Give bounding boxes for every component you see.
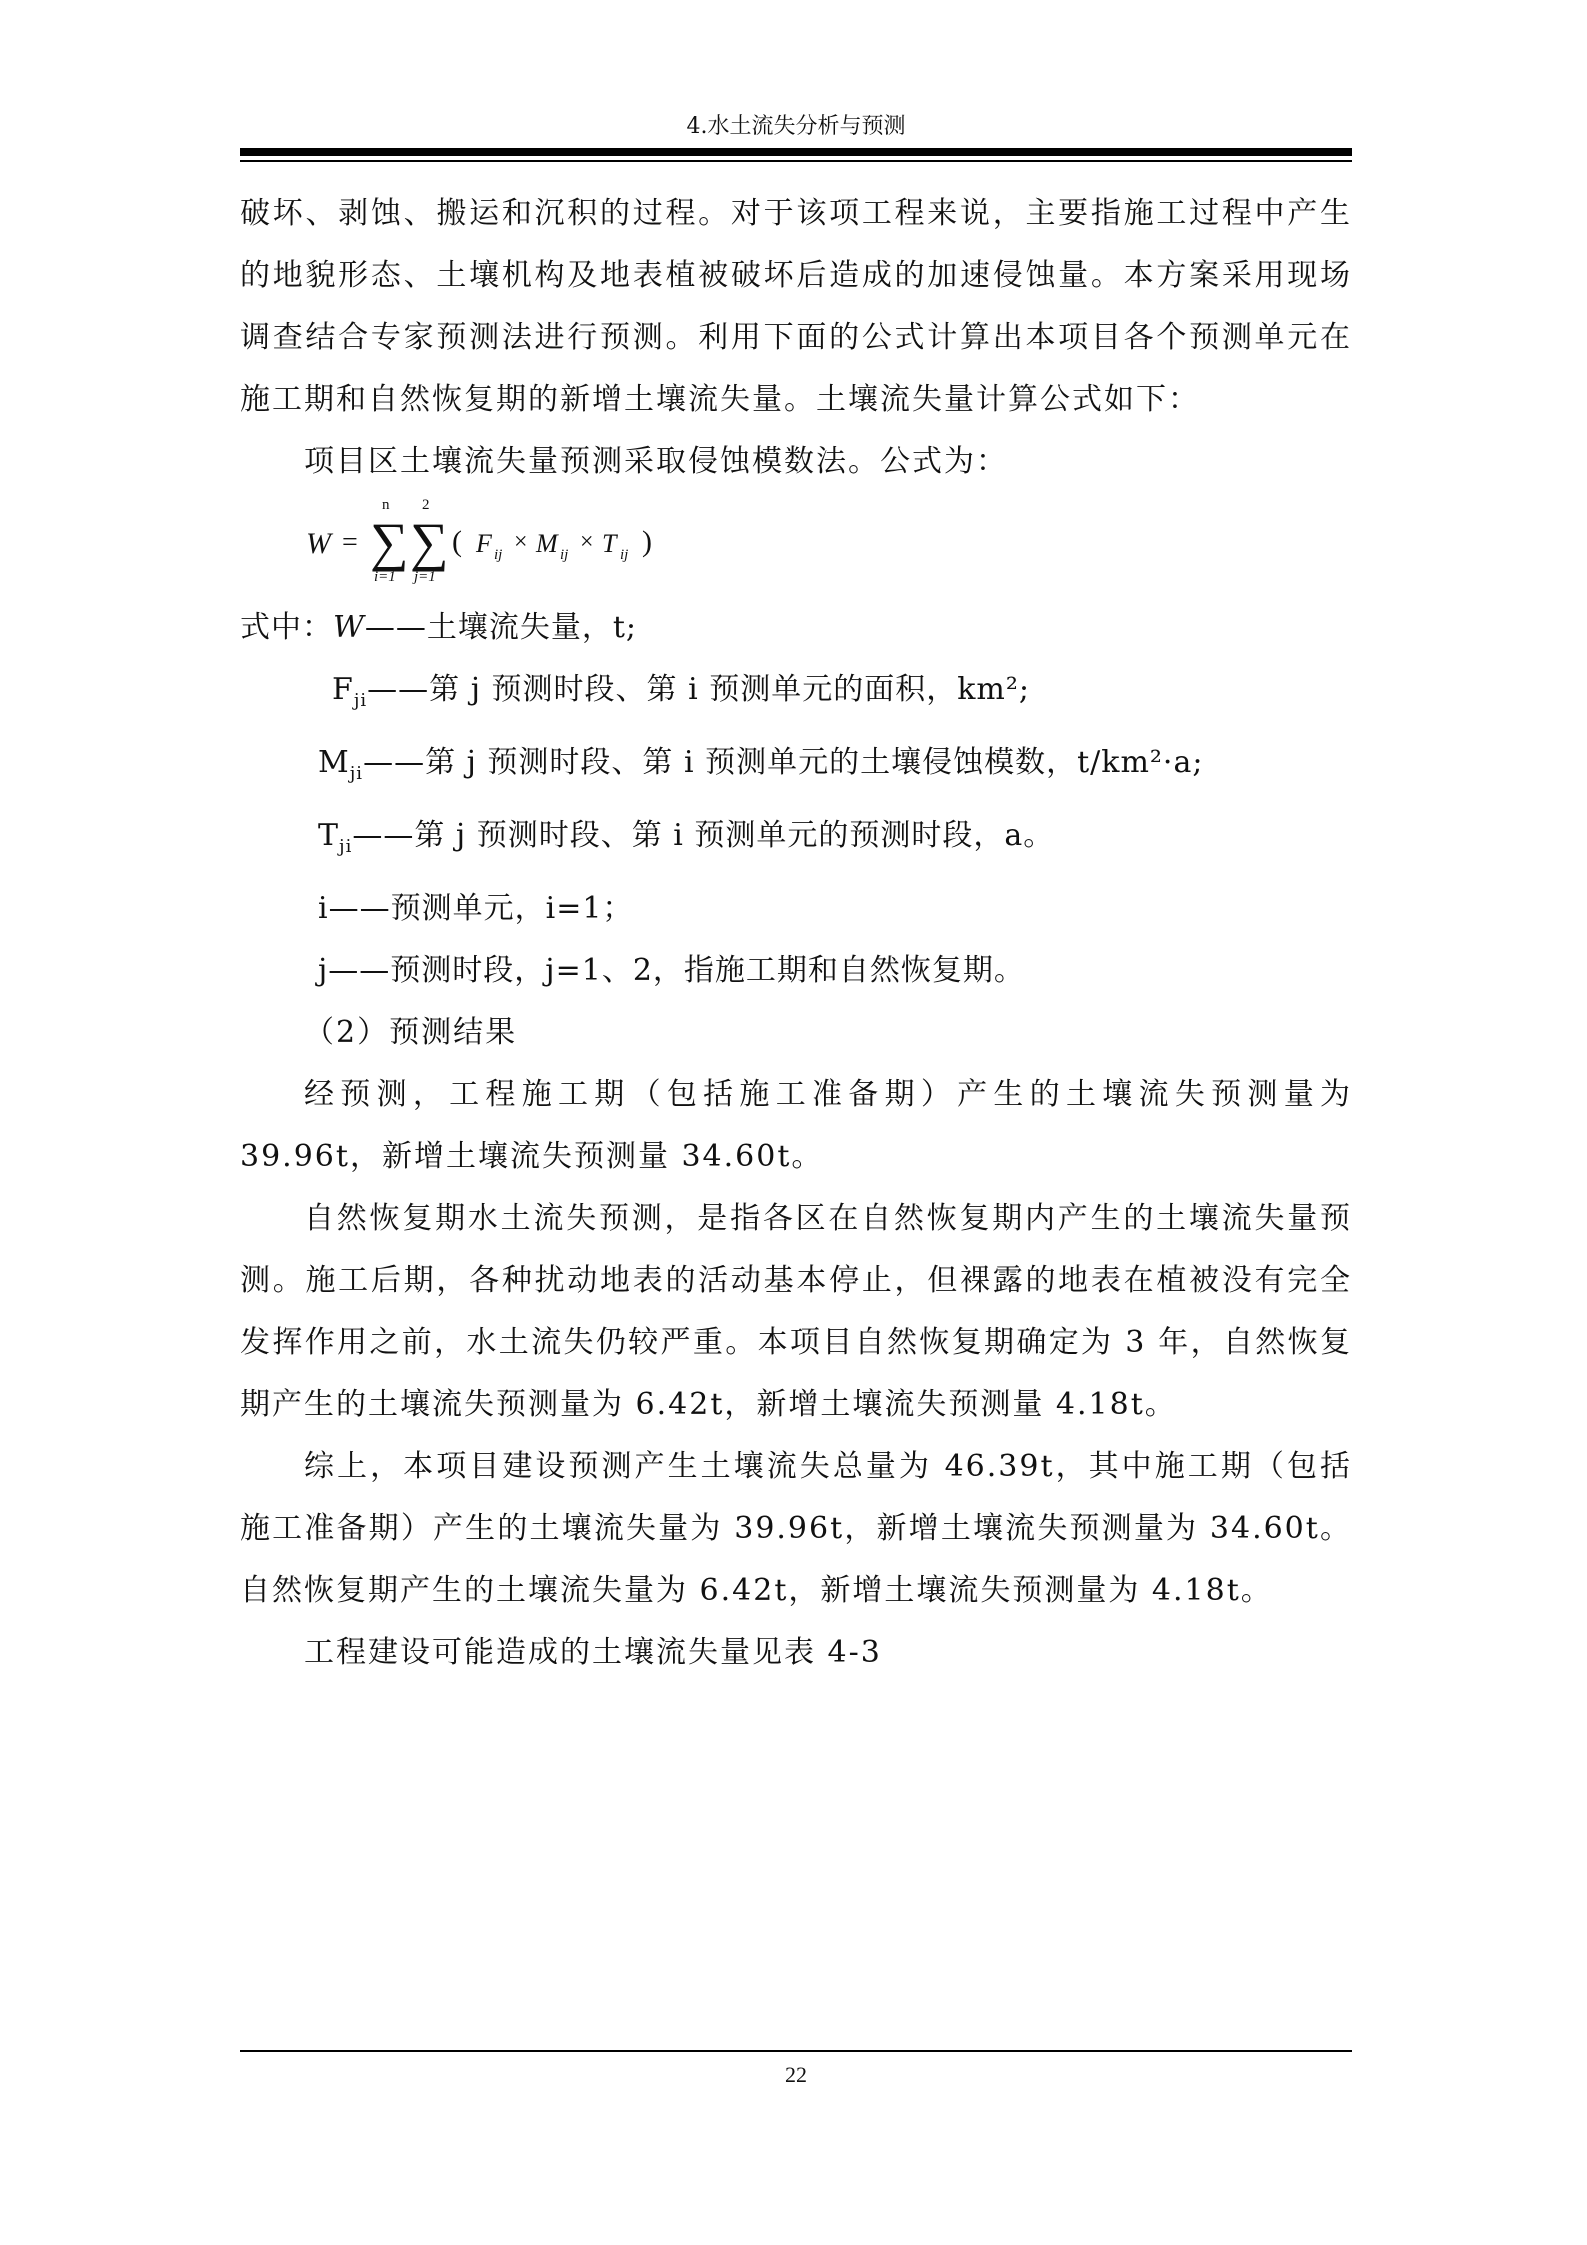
formula-T-sub: ij [620, 547, 629, 563]
paragraph-intro: 破坏、剥蚀、搬运和沉积的过程。对于该项工程来说，主要指施工过程中产生的地貌形态、土壤机构及地表植被破坏后造成的加速侵蚀量。本方案采用现场调查结合专家预测法进行预测。利用下面的公式计算出本项目各个预测单元在施工期和自然恢复期的新增土壤流失量。土壤流失量计算公式如下： [240, 196, 1352, 417]
result-recovery: 自然恢复期水土流失预测，是指各区在自然恢复期内产生的土壤流失量预测。施工后期，各种扰动地表的活动基本停止，但裸露的地表在植被没有完全发挥作用之前，水土流失仍较严重。本项目自然恢复期确定为 3 年，自然恢复期产生的土壤流失预测量为 6.42t，新增土壤流失预测量 4.18t。 [240, 1201, 1352, 1422]
formula-M: M [536, 529, 558, 558]
result-summary: 综上，本项目建设预测产生土壤流失总量为 46.39t，其中施工期（包括施工准备期）产生的土壤流失量为 39.96t，新增土壤流失预测量为 34.60t。自然恢复期产生的土壤流失量为 6.42t，新增土壤流失预测量为 4.18t。 [240, 1449, 1352, 1608]
def-F: $F_{ji}——$第 j 预测时段、第 i 预测单元的面积，km²; [332, 672, 1030, 711]
header-rule-thick [240, 148, 1352, 156]
formula-equals: = [342, 527, 358, 558]
def-W: 式中：W——土壤流失量，t; [240, 610, 638, 645]
sum1-upper: n [382, 497, 390, 513]
sum2-upper: 2 [422, 497, 430, 513]
header-rule-thin [240, 160, 1352, 162]
page-number: 22 [785, 2062, 807, 2087]
formula-F-sub: ij [494, 547, 503, 563]
def-i: i——预测单元，i=1； [318, 891, 634, 926]
body-text [240, 183, 1352, 1684]
section-heading: （2）预测结果 [304, 1015, 518, 1050]
soil-loss-formula [240, 497, 1352, 597]
formula-times-1: × [514, 529, 528, 555]
sum2-sigma: ∑ [410, 512, 449, 572]
formula-close-paren: ) [642, 525, 652, 558]
result-construction: 经预测，工程施工期（包括施工准备期）产生的土壤流失预测量为 39.96t，新增土壤流失预测量 34.60t。 [240, 1077, 1352, 1174]
variable-definitions [240, 597, 1352, 1002]
formula-times-2: × [580, 529, 594, 555]
def-T: $T_{ji}——$第 j 预测时段、第 i 预测单元的预测时段，a。 [318, 818, 1055, 857]
sum1-sigma: ∑ [370, 512, 409, 572]
running-title: 4.水土流失分析与预测 [686, 114, 906, 139]
paragraph-method: 项目区土壤流失量预测采取侵蚀模数法。公式为： [304, 444, 1008, 479]
formula-F: F [476, 529, 492, 558]
footer-rule [240, 2050, 1352, 2052]
table-reference: 工程建设可能造成的土壤流失量见表 4-3 [304, 1635, 882, 1670]
formula-M-sub: ij [560, 547, 569, 563]
formula-lhs: W [306, 527, 331, 560]
formula-open-paren: ( [452, 525, 462, 558]
def-j: j——预测时段，j=1、2，指施工期和自然恢复期。 [318, 953, 1025, 988]
def-M: $M_{ji}——$第 j 预测时段、第 i 预测单元的土壤侵蚀模数，t/km²·a; [318, 745, 1204, 784]
formula-T: T [602, 529, 617, 558]
sum1-lower: i=1 [374, 569, 396, 585]
sum2-lower: j=1 [414, 569, 436, 585]
